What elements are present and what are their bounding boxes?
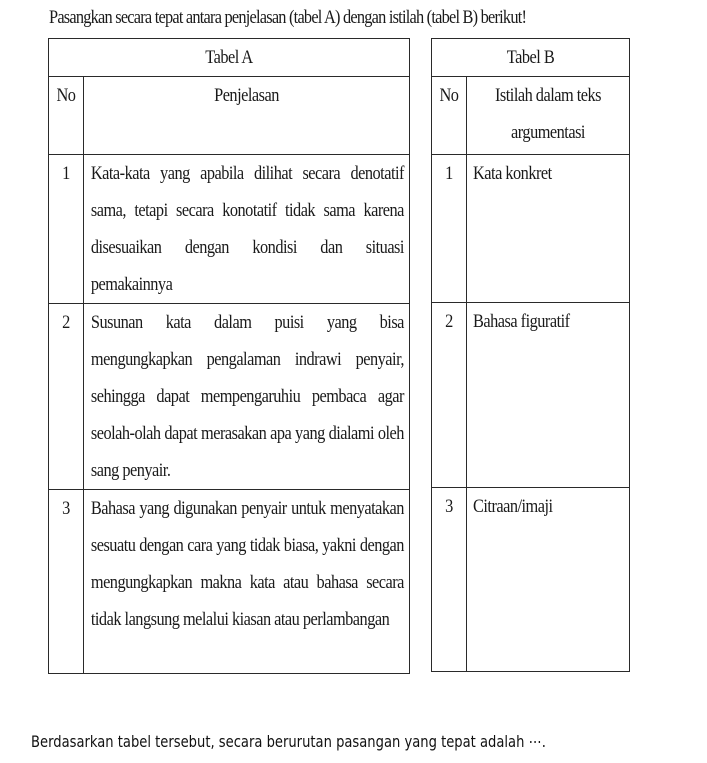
table-a-title-label: Tabel A bbox=[205, 47, 253, 68]
table-a-header-description bbox=[84, 77, 410, 155]
table-b-title-row bbox=[432, 39, 630, 77]
table-a-header-no bbox=[49, 77, 84, 155]
row-number: 3 bbox=[445, 496, 453, 517]
table-b-header-term bbox=[467, 77, 630, 155]
table-b bbox=[431, 38, 630, 672]
table-row bbox=[432, 303, 630, 488]
table-a-header-row bbox=[49, 77, 410, 155]
table-row bbox=[432, 488, 630, 672]
table-b-title bbox=[432, 39, 630, 77]
term-text: Citraan/imaji bbox=[473, 496, 553, 517]
table-b-header-no-label: No bbox=[439, 85, 459, 106]
row-number-cell bbox=[432, 155, 467, 303]
term-cell bbox=[467, 303, 630, 488]
row-number: 2 bbox=[62, 312, 70, 333]
row-number-cell bbox=[49, 304, 84, 490]
term-cell bbox=[467, 488, 630, 672]
table-row bbox=[49, 155, 410, 304]
table-row bbox=[49, 490, 410, 674]
row-number: 1 bbox=[62, 163, 70, 184]
term-cell bbox=[467, 155, 630, 303]
table-row bbox=[49, 304, 410, 490]
row-number: 2 bbox=[445, 311, 453, 332]
table-a-title bbox=[49, 39, 410, 77]
table-a-header-description-label: Penjelasan bbox=[214, 85, 279, 106]
table-row bbox=[432, 155, 630, 303]
table-a-title-row bbox=[49, 39, 410, 77]
table-a-header-no-label: No bbox=[56, 85, 76, 106]
row-number: 1 bbox=[445, 163, 453, 184]
row-number-cell bbox=[49, 490, 84, 674]
description-text: Kata-kata yang apabila dilihat secara denotatif sama, tetapi secara konotatif tidak sama karena disesuaikan dengan kondisi dan situasi pemakainnya bbox=[90, 163, 404, 295]
description-cell bbox=[84, 304, 410, 490]
row-number-cell bbox=[49, 155, 84, 304]
instruction-text: Pasangkan secara tepat antara penjelasan (tabel A) dengan istilah (tabel B) berikut! bbox=[49, 7, 527, 28]
table-a bbox=[48, 38, 410, 674]
description-text: Bahasa yang digunakan penyair untuk menyatakan sesuatu dengan cara yang tidak biasa, yakni dengan mengungkapkan makna kata atau bahasa secara tidak langsung melalui kiasan atau perlambangan bbox=[90, 498, 404, 630]
row-number: 3 bbox=[62, 498, 70, 519]
term-text: Kata konkret bbox=[473, 163, 552, 184]
table-b-header-no bbox=[432, 77, 467, 155]
row-number-cell bbox=[432, 303, 467, 488]
description-cell bbox=[84, 490, 410, 674]
question-text: Berdasarkan tabel tersebut, secara berurutan pasangan yang tepat adalah ⋯. bbox=[31, 732, 546, 751]
table-b-header-term-label: Istilah dalam teks argumentasi bbox=[495, 85, 601, 143]
table-b-header-row bbox=[432, 77, 630, 155]
description-cell bbox=[84, 155, 410, 304]
term-text: Bahasa figuratif bbox=[473, 311, 570, 332]
row-number-cell bbox=[432, 488, 467, 672]
description-text: Susunan kata dalam puisi yang bisa mengungkapkan pengalaman indrawi penyair, sehingga dapat mempengaruhiu pembaca agar seolah-olah dapat merasakan apa yang dialami oleh sang penyair. bbox=[90, 312, 404, 481]
table-b-title-label: Tabel B bbox=[506, 47, 555, 68]
